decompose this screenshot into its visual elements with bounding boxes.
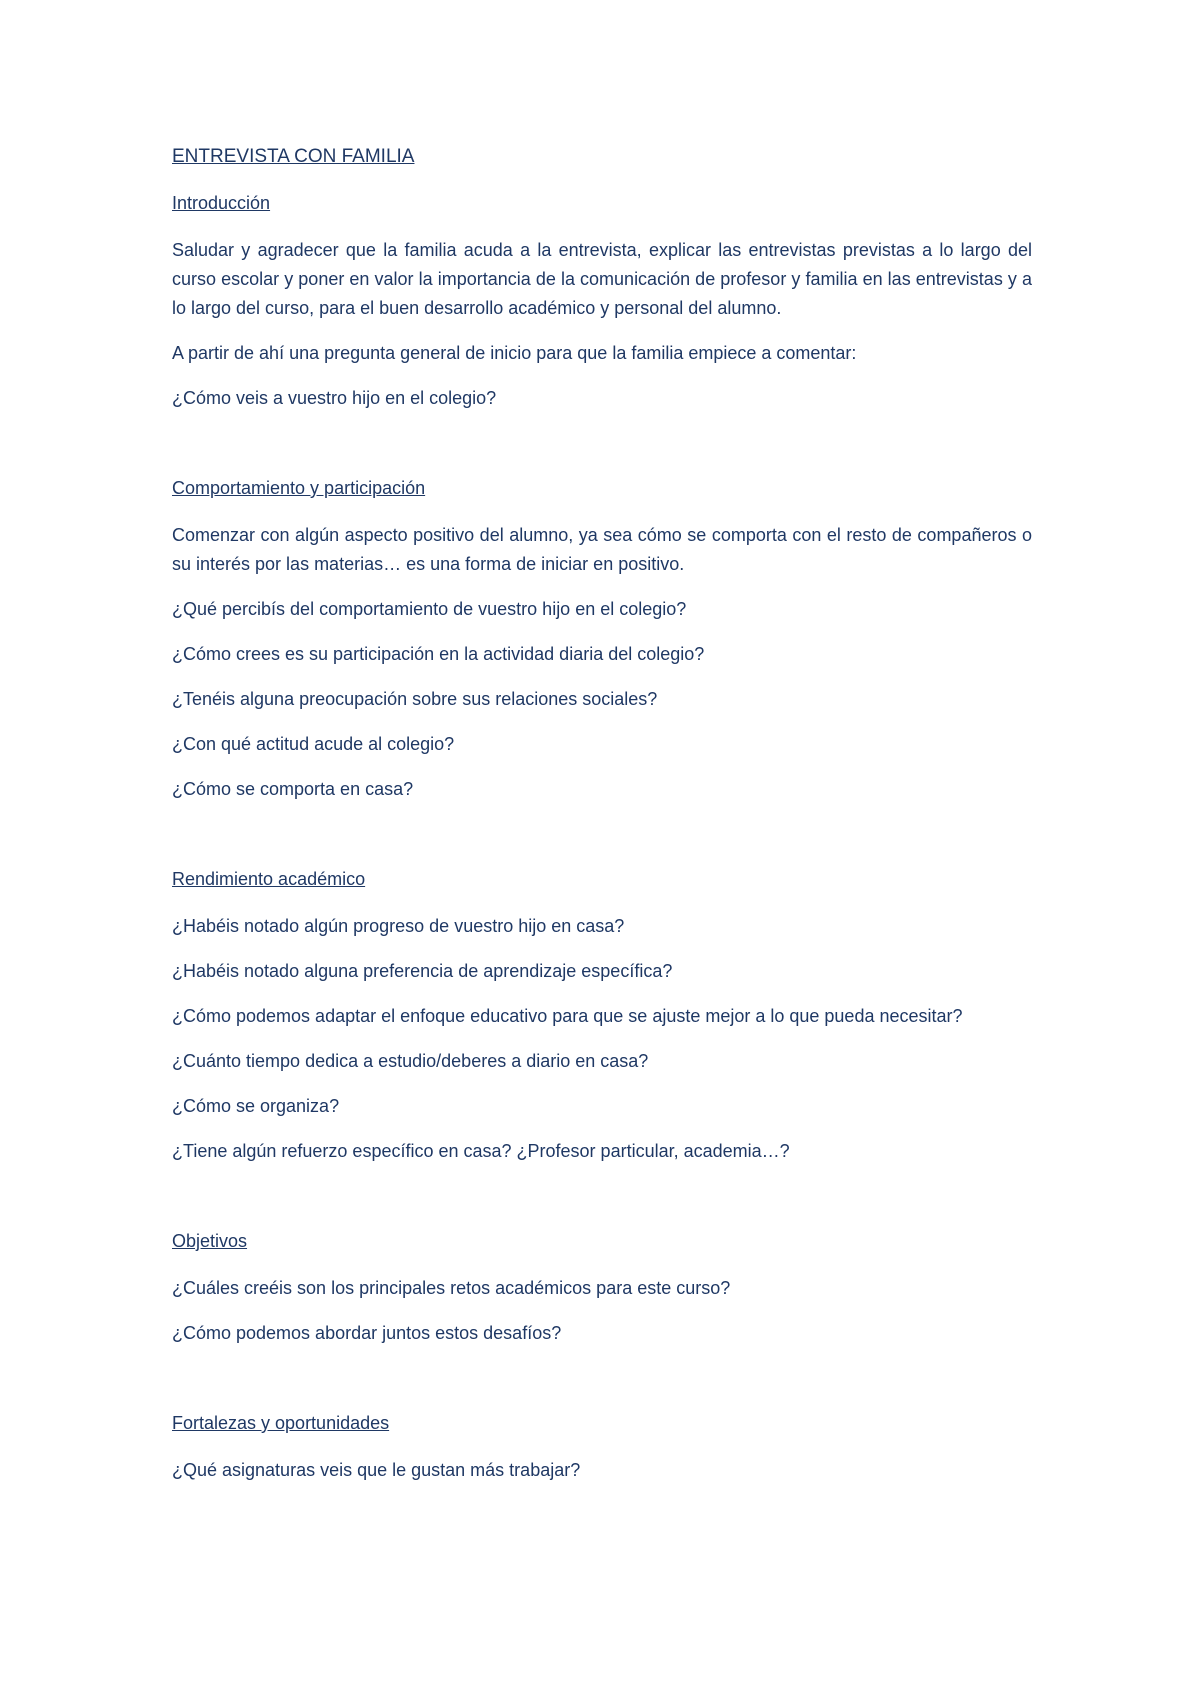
question: ¿Cuáles creéis son los principales retos académicos para este curso? xyxy=(172,1278,731,1298)
document-title: ENTREVISTA CON FAMILIA xyxy=(172,146,415,167)
question: ¿Con qué actitud acude al colegio? xyxy=(172,734,455,754)
section-spacer xyxy=(172,429,1032,475)
question: ¿Tenéis alguna preocupación sobre sus relaciones sociales? xyxy=(172,689,658,709)
question: ¿Cuánto tiempo dedica a estudio/deberes a diario en casa? xyxy=(172,1051,649,1071)
question: ¿Cómo podemos abordar juntos estos desafíos? xyxy=(172,1323,562,1343)
question: ¿Tiene algún refuerzo específico en casa? ¿Profesor particular, academia…? xyxy=(172,1141,790,1161)
paragraph: Comenzar con algún aspecto positivo del alumno, ya sea cómo se comporta con el resto de compañeros o su interés por las materias… es una forma de iniciar en positivo. xyxy=(172,525,1032,574)
question: ¿Cómo veis a vuestro hijo en el colegio? xyxy=(172,388,497,408)
section-spacer xyxy=(172,1364,1032,1410)
paragraph: A partir de ahí una pregunta general de inicio para que la familia empiece a comentar: xyxy=(172,343,857,363)
paragraph: Saludar y agradecer que la familia acuda a la entrevista, explicar las entrevistas previstas a lo largo del curso escolar y poner en valor la importancia de la comunicación de profesor y familia en las entrevistas y a lo largo del curso, para el buen desarrollo académico y personal del alumno. xyxy=(172,240,1032,318)
question: ¿Habéis notado alguna preferencia de aprendizaje específica? xyxy=(172,961,673,981)
section-heading-comportamiento: Comportamiento y participación xyxy=(172,478,426,498)
section-heading-fortalezas: Fortalezas y oportunidades xyxy=(172,1413,390,1433)
section-heading-rendimiento: Rendimiento académico xyxy=(172,869,366,889)
document-page xyxy=(172,144,1032,1501)
question: ¿Cómo crees es su participación en la actividad diaria del colegio? xyxy=(172,644,705,664)
section-heading-introduccion: Introducción xyxy=(172,193,271,213)
question: ¿Cómo se organiza? xyxy=(172,1096,340,1116)
section-heading-objetivos: Objetivos xyxy=(172,1231,248,1251)
question: ¿Qué percibís del comportamiento de vuestro hijo en el colegio? xyxy=(172,599,687,619)
question: ¿Habéis notado algún progreso de vuestro hijo en casa? xyxy=(172,916,625,936)
question: ¿Qué asignaturas veis que le gustan más trabajar? xyxy=(172,1460,581,1480)
question: ¿Cómo se comporta en casa? xyxy=(172,779,414,799)
section-spacer xyxy=(172,1182,1032,1228)
question: ¿Cómo podemos adaptar el enfoque educativo para que se ajuste mejor a lo que pueda necesitar? xyxy=(172,1006,963,1026)
section-spacer xyxy=(172,820,1032,866)
